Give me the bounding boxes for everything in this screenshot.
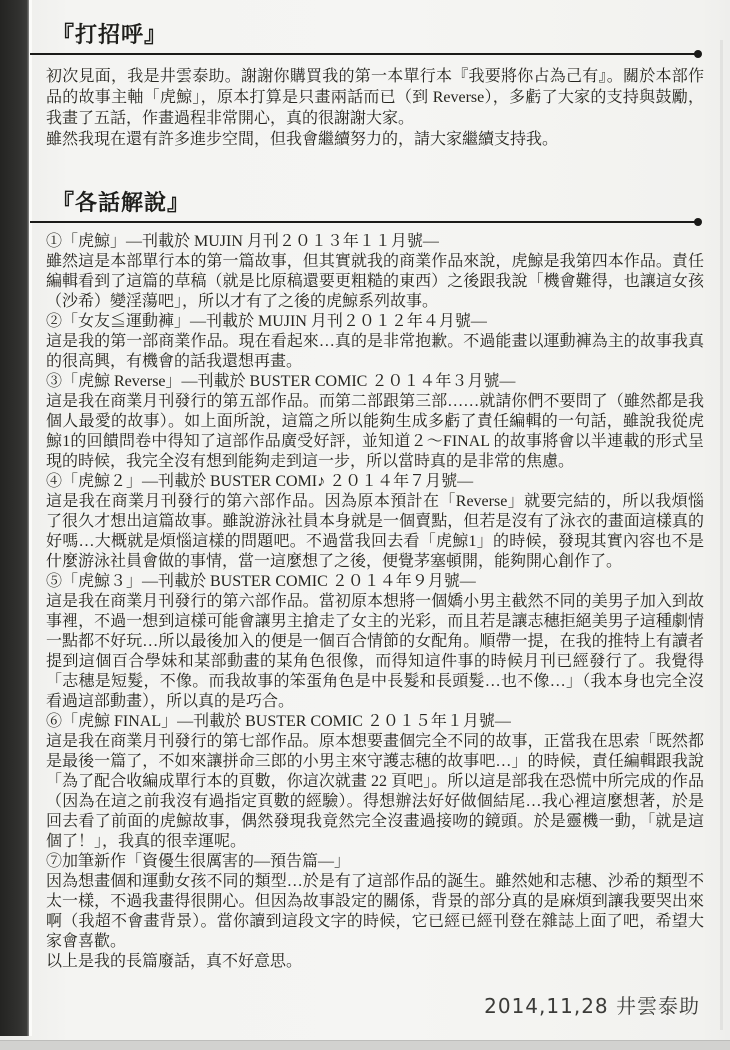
greeting-paragraph: 雖然我現在還有許多進步空間，但我會繼續努力的，請大家繼續支持我。 xyxy=(46,131,559,148)
commentary-entries xyxy=(46,232,704,972)
entry-heading: ②「女友≦運動褲」—刊載於 MUJIN 月刊２０１２年４月號— xyxy=(46,313,487,330)
page-bottom-edge xyxy=(0,1040,730,1050)
rule-end-dot xyxy=(694,218,702,226)
greeting-title: 『打招呼』 xyxy=(52,22,168,47)
greeting-paragraphs xyxy=(46,66,704,150)
entry-body: 因為想畫個和運動女孩不同的類型…於是有了這部作品的誕生。雖然她和志穗、沙希的類型不太一樣，不過我畫得很開心。但因為故事設定的關係，背景的部分真的是麻煩到讓我要哭出來啊（我超不會畫背景）。當你讀到這段文字的時候，它已經已經刊登在雜誌上面了吧，希望大家會喜歡。 xyxy=(46,873,704,950)
entry-heading: ⑥「虎鯨 FINAL」—刊載於 BUSTER COMIC ２０１５年１月號— xyxy=(46,713,511,730)
commentary-entry xyxy=(46,232,704,312)
section-commentary xyxy=(46,188,704,972)
section-greeting xyxy=(46,0,704,150)
rule-end-dot xyxy=(694,50,702,58)
page-content xyxy=(46,0,704,972)
entry-body: 這是我在商業月刊發行的第六部作品。因為原本預計在「Reverse」就要完結的，所以我煩惱了很久才想出這篇故事。雖說游泳社員本身就是一個賣點，但若是沒有了泳衣的畫面這樣真的好嗎…大概就是煩惱這樣的問題吧。不過當我回去看「虎鯨1」的時候，發現其實內容也不是什麼游泳社員會做的事情，當一這麼想了之後，便覺茅塞頓開，能夠開心創作了。 xyxy=(46,493,704,570)
author-signature: 2014,11,28 井雲泰助 xyxy=(484,994,700,1018)
entry-body: 這是我在商業月刊發行的第七部作品。原本想要畫個完全不同的故事，正當我在思索「既然都是最後一篇了，不如來讓拼命三郎的小男主來守護志穗的故事吧…」的時候，責任編輯跟我說「為了配合收編成單行本的頁數，你這次就畫 22 頁吧」。所以這是部我在恐慌中所完成的作品（因為在這之前我沒有過指定頁數的經驗）。得想辦法好好做個結尾…我心裡這麼想著，於是回去看了前面的虎鯨故事，偶然發現我竟然完全沒畫過接吻的鏡頭。於是靈機一動，「就是這個了！」，我真的很幸運呢。 xyxy=(46,733,704,850)
commentary-entry xyxy=(46,712,704,852)
commentary-entry xyxy=(46,852,704,952)
commentary-entry xyxy=(46,572,704,712)
commentary-entry xyxy=(46,312,704,372)
entry-heading: ①「虎鯨」—刊載於 MUJIN 月刊２０１３年１１月號— xyxy=(46,233,439,250)
entry-body: 雖然這是本部單行本的第一篇故事，但其實就我的商業作品來說，虎鯨是我第四本作品。責任編輯看到了這篇的草稿（就是比原稿還要更粗糙的東西）之後跟我說「機會難得，也讓這女孩（沙希）變淫蕩吧」，所以才有了之後的虎鯨系列故事。 xyxy=(46,253,704,310)
greeting-title-rule xyxy=(30,53,700,55)
entry-body: 這是我在商業月刊發行的第六部作品。當初原本想將一個嬌小男主截然不同的美男子加入到故事裡，不過一想到這樣可能會讓男主搶走了女主的光彩，而且若是讓志穗拒絕美男子這種劇情一點都不好玩…所以最後加入的便是一個百合情節的女配角。順帶一提，在我的推特上有讀者提到這個百合學妹和某部動畫的某角色很像，而得知這件事的時候月刊已經發行了。我覺得「志穗是短髮，不像。而我故事的笨蛋角色是中長髮和長頭髮…也不像…」（我本身也完全沒看過這部動畫），所以真的是巧合。 xyxy=(46,593,704,710)
closing-line: 以上是我的長篇廢話，真不好意思。 xyxy=(46,953,303,970)
greeting-paragraph: 初次見面，我是井雲泰助。謝謝你購買我的第一本單行本『我要將你占為己有』。關於本部作品的故事主軸「虎鯨」，原本打算是只畫兩話而已（到 Reverse），多虧了大家的支持與鼓勵，我畫了五話，作畫過程非常開心，真的很謝謝大家。 xyxy=(46,68,704,127)
entry-heading: ④「虎鯨２」—刊載於 BUSTER COMI♪ ２０１４年７月號— xyxy=(46,473,474,490)
entry-heading: ⑤「虎鯨３」—刊載於 BUSTER COMIC ２０１４年９月號— xyxy=(46,573,476,590)
commentary-entry xyxy=(46,372,704,472)
commentary-title: 『各話解說』 xyxy=(52,190,191,215)
commentary-title-rule xyxy=(30,221,700,223)
page-right-edge-shadow xyxy=(720,40,723,1030)
entry-body: 這是我的第一部商業作品。現在看起來…真的是非常抱歉。不過能畫以運動褲為主的故事我真的很高興，有機會的話我還想再畫。 xyxy=(46,333,704,370)
commentary-entry xyxy=(46,472,704,572)
book-gutter-shadow xyxy=(0,0,32,1036)
entry-heading: ⑦加筆新作「資優生很厲害的—預告篇—」 xyxy=(46,853,351,870)
entry-body: 這是我在商業月刊發行的第五部作品。而第二部跟第三部……就請你們不要問了（雖然都是我個人最愛的故事）。如上面所說，這篇之所以能夠生成多虧了責任編輯的一句話，雖說我從虎鯨1的回饋問卷中得知了這部作品廣受好評，並知道２～FINAL 的故事將會以半連載的形式呈現的時候，我完全沒有想到能夠走到這一步，所以當時真的是非常的焦慮。 xyxy=(46,393,704,470)
entry-heading: ③「虎鯨 Reverse」—刊載於 BUSTER COMIC ２０１４年３月號— xyxy=(46,373,516,390)
